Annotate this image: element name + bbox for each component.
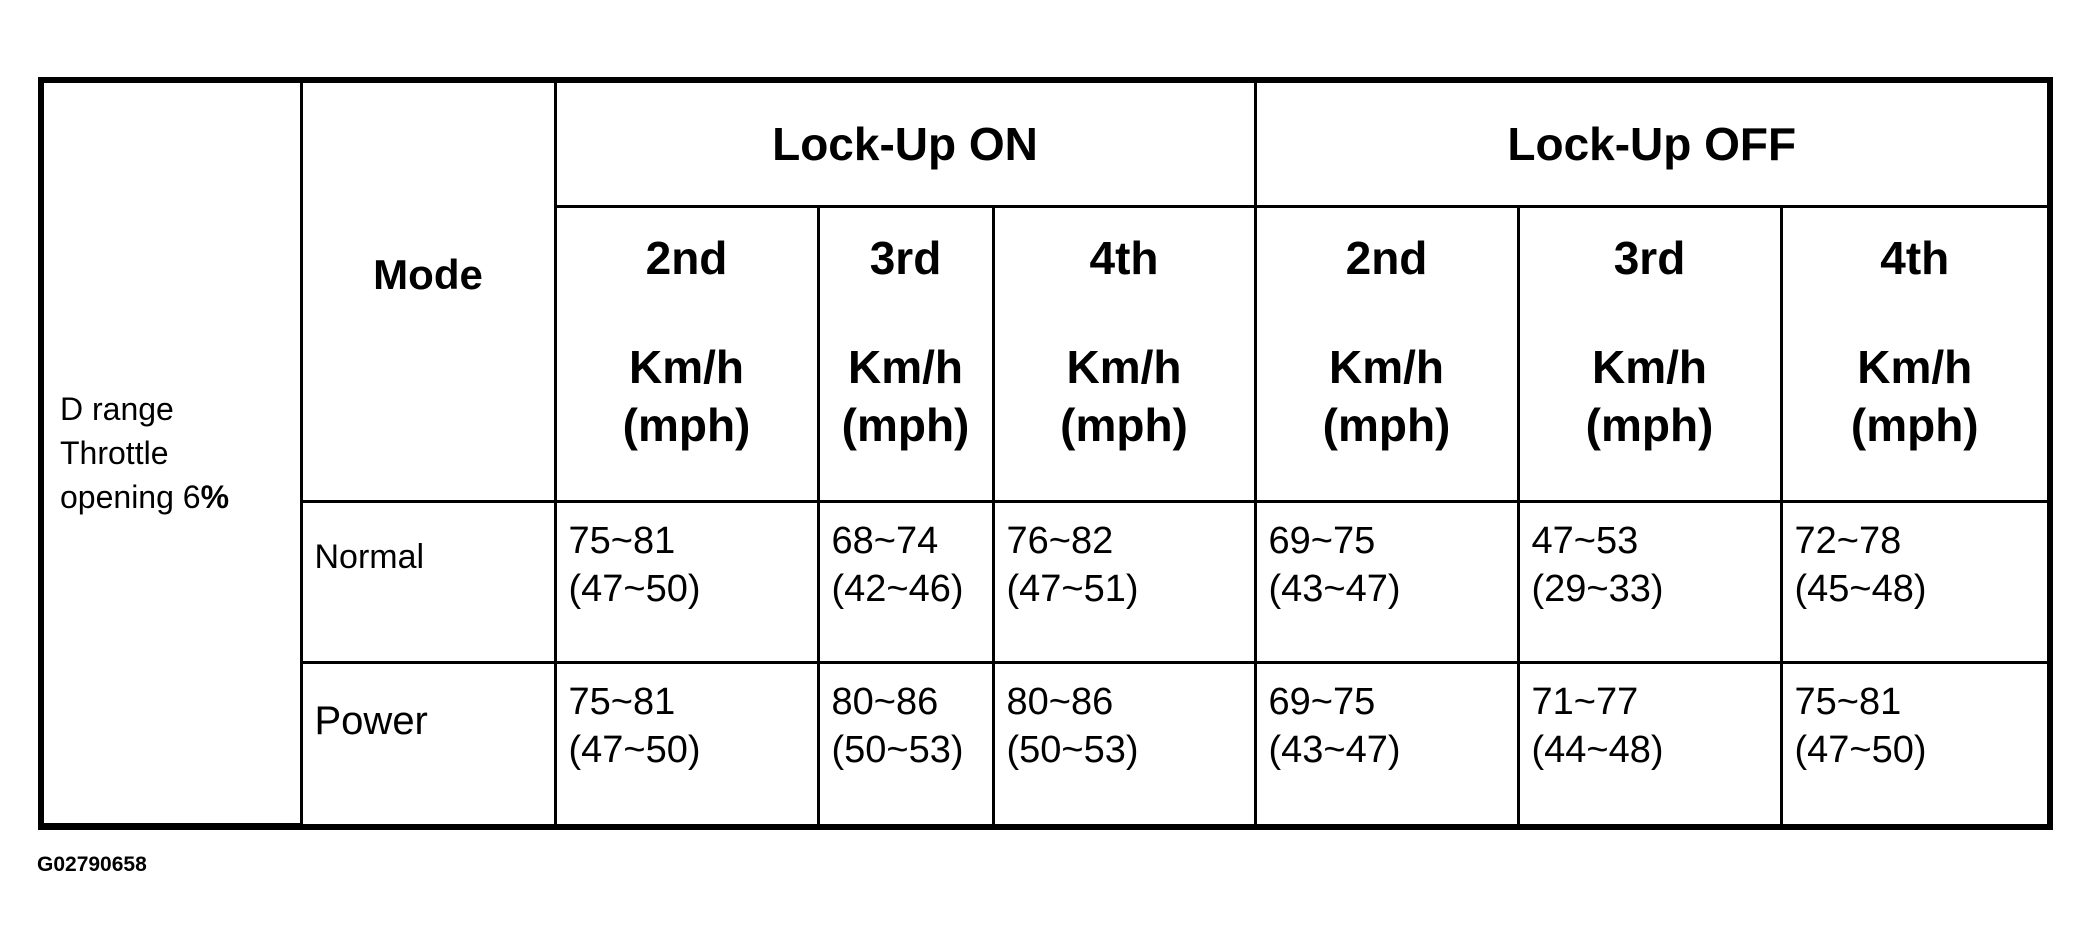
value-kmh: 75~81	[568, 519, 676, 562]
gear-label: 4th	[1089, 231, 1159, 284]
value-cell-power-on-3rd	[818, 662, 993, 824]
figure-id: G02790658	[37, 853, 147, 876]
unit-kmh-label: Km/h	[1857, 340, 1973, 393]
value-mph: (43~47)	[1268, 567, 1401, 610]
value-mph: (50~53)	[1006, 728, 1139, 771]
gear-header-on-3rd	[818, 206, 993, 501]
value-kmh: 71~77	[1531, 680, 1639, 723]
value-kmh: 69~75	[1268, 519, 1376, 562]
value-mph: (43~47)	[1268, 728, 1401, 771]
condition-line-opening	[60, 475, 300, 519]
value-mph: (42~46)	[831, 567, 964, 610]
value-cell-power-off-2nd	[1255, 662, 1518, 824]
value-kmh: 80~86	[831, 680, 939, 723]
mode-label-normal	[301, 501, 555, 662]
gear-label: 3rd	[869, 231, 942, 284]
value-mph: (47~51)	[1006, 567, 1139, 610]
unit-mph-label: (mph)	[1322, 398, 1451, 451]
table-row-power	[44, 662, 2047, 824]
condition-cell	[44, 83, 301, 824]
value-mph: (44~48)	[1531, 728, 1664, 771]
unit-kmh-label: Km/h	[848, 340, 963, 393]
value-cell-normal-off-4th	[1781, 501, 2047, 662]
value-mph: (29~33)	[1531, 567, 1664, 610]
value-mph: (47~50)	[568, 728, 701, 771]
value-cell-normal-off-2nd	[1255, 501, 1518, 662]
value-cell-normal-on-2nd	[555, 501, 818, 662]
value-cell-power-off-4th	[1781, 662, 2047, 824]
gear-header-on-2nd	[555, 206, 818, 501]
value-cell-power-off-3rd	[1518, 662, 1781, 824]
mode-header: Mode	[373, 251, 483, 298]
value-kmh: 69~75	[1268, 680, 1376, 723]
condition-percent-sign: %	[200, 478, 230, 515]
value-kmh: 75~81	[568, 680, 676, 723]
value-mph: (47~50)	[1794, 728, 1927, 771]
value-kmh: 80~86	[1006, 680, 1114, 723]
group-header-lock-up-on: Lock-Up ON	[555, 83, 1255, 206]
unit-mph-label: (mph)	[1850, 398, 1979, 451]
value-cell-power-on-2nd	[555, 662, 818, 824]
value-kmh: 72~78	[1794, 519, 1902, 562]
shift-speed-table	[44, 83, 2047, 826]
mode-label-power	[301, 662, 555, 824]
value-mph: (50~53)	[831, 728, 964, 771]
unit-mph-label: (mph)	[841, 398, 970, 451]
gear-label: 3rd	[1613, 231, 1686, 284]
value-mph: (45~48)	[1794, 567, 1927, 610]
table-row-normal	[44, 501, 2047, 662]
value-cell-normal-off-3rd	[1518, 501, 1781, 662]
unit-mph-label: (mph)	[1060, 398, 1188, 451]
mode-label-text: Power	[314, 699, 428, 744]
condition-line-throttle: Throttle	[60, 434, 169, 471]
unit-mph-label: (mph)	[622, 398, 751, 451]
gear-header-on-4th	[993, 206, 1255, 501]
unit-kmh-label: Km/h	[629, 340, 744, 393]
gear-header-off-4th	[1781, 206, 2047, 501]
value-cell-power-on-4th	[993, 662, 1255, 824]
value-kmh: 68~74	[831, 519, 939, 562]
group-header-lock-up-off: Lock-Up OFF	[1255, 83, 2047, 206]
unit-kmh-label: Km/h	[1592, 340, 1707, 393]
value-cell-normal-on-4th	[993, 501, 1255, 662]
condition-line-d-range: D range	[60, 390, 174, 427]
group-header-row	[44, 83, 2047, 206]
unit-kmh-label: Km/h	[1066, 340, 1182, 393]
unit-mph-label: (mph)	[1585, 398, 1714, 451]
value-kmh: 47~53	[1531, 519, 1639, 562]
value-kmh: 76~82	[1006, 519, 1114, 562]
shift-speed-table-frame	[38, 77, 2053, 830]
mode-label-text: Normal	[314, 537, 425, 576]
value-mph: (47~50)	[568, 567, 701, 610]
gear-header-off-2nd	[1255, 206, 1518, 501]
gear-label: 2nd	[645, 231, 728, 284]
gear-header-off-3rd	[1518, 206, 1781, 501]
condition-opening-text: opening 6	[60, 478, 201, 515]
mode-header-cell	[301, 83, 555, 501]
value-cell-normal-on-3rd	[818, 501, 993, 662]
gear-label: 4th	[1880, 231, 1950, 284]
gear-label: 2nd	[1345, 231, 1428, 284]
unit-kmh-label: Km/h	[1329, 340, 1444, 393]
value-kmh: 75~81	[1794, 680, 1902, 723]
